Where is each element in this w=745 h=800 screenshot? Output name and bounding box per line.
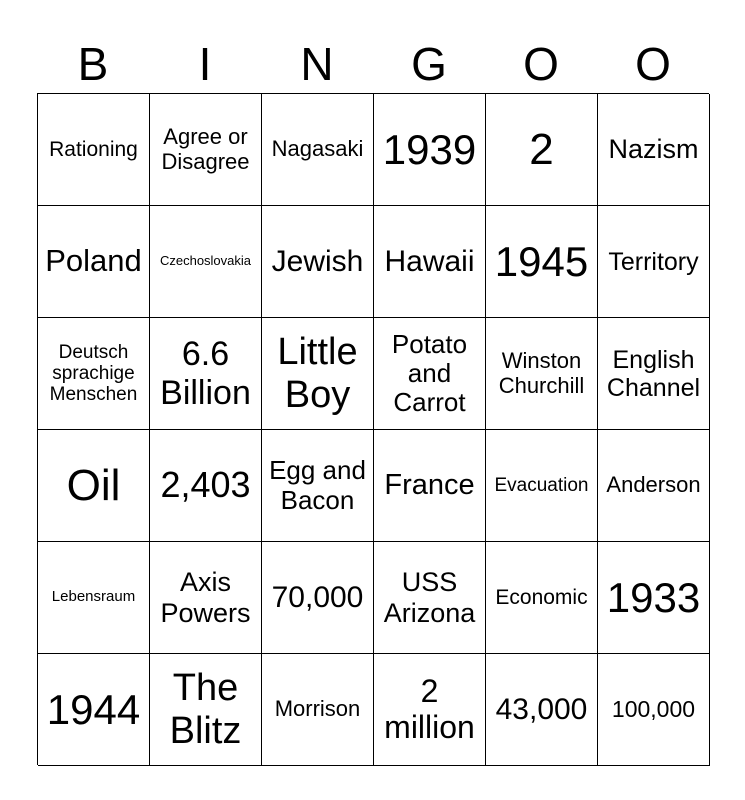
bingo-cell-text: 43,000	[495, 692, 588, 726]
bingo-cell-text: Morrison	[274, 696, 361, 722]
bingo-cell-text: Jewish	[271, 244, 364, 278]
bingo-cell-text: 70,000	[271, 580, 364, 614]
bingo-cell-text: Deutsch sprachige Menschen	[49, 341, 138, 406]
header-letter-o-2: O	[635, 38, 671, 90]
bingo-cell[interactable]	[486, 318, 598, 430]
bingo-cell[interactable]	[150, 654, 262, 766]
bingo-cell-text: 1939	[382, 125, 477, 173]
bingo-cell[interactable]	[486, 430, 598, 542]
bingo-cell-text: Economic	[495, 585, 588, 609]
header-letter-o: O	[523, 38, 559, 90]
bingo-cell-text: France	[384, 469, 475, 502]
bingo-cell[interactable]	[262, 206, 374, 318]
bingo-cell-text: Axis Powers	[160, 567, 251, 628]
bingo-cell-text: Lebensraum	[51, 588, 136, 606]
bingo-cell[interactable]	[374, 94, 486, 206]
bingo-cell[interactable]	[38, 654, 150, 766]
bingo-cell[interactable]	[486, 542, 598, 654]
bingo-cell[interactable]	[262, 318, 374, 430]
bingo-cell-text: Territory	[608, 247, 699, 276]
bingo-cell[interactable]	[598, 94, 710, 206]
bingo-cell-text: Rationing	[49, 137, 138, 161]
bingo-cell-text: Agree or Disagree	[161, 123, 250, 174]
bingo-cell[interactable]	[150, 206, 262, 318]
bingo-cell[interactable]	[486, 206, 598, 318]
bingo-cell[interactable]	[38, 430, 150, 542]
bingo-cell-text: 100,000	[611, 695, 696, 722]
bingo-cell[interactable]	[150, 430, 262, 542]
bingo-cell-text: 2,403	[160, 464, 251, 506]
bingo-cell-text: Nazism	[608, 134, 699, 165]
bingo-cell[interactable]	[598, 318, 710, 430]
bingo-cell-text: Potato and Carrot	[391, 328, 468, 418]
bingo-cell[interactable]	[262, 94, 374, 206]
bingo-cell[interactable]	[598, 206, 710, 318]
bingo-cell[interactable]	[598, 430, 710, 542]
bingo-cell[interactable]	[374, 430, 486, 542]
bingo-cell-text: Hawaii	[384, 244, 475, 278]
bingo-cell[interactable]	[374, 206, 486, 318]
bingo-cell[interactable]	[374, 318, 486, 430]
bingo-cell[interactable]	[598, 654, 710, 766]
bingo-cell-text: 2 million	[384, 672, 475, 745]
header-letter-b: B	[77, 38, 109, 90]
bingo-cell[interactable]	[150, 318, 262, 430]
bingo-cell-text: 6.6 Billion	[160, 335, 251, 412]
header-letter-n: N	[300, 38, 334, 90]
bingo-cell-text: USS Arizona	[383, 567, 476, 628]
bingo-cell[interactable]	[262, 430, 374, 542]
bingo-cell[interactable]	[374, 654, 486, 766]
header-letter-g: G	[411, 38, 447, 90]
bingo-cell-text: 1945	[494, 237, 589, 285]
bingo-cell[interactable]	[262, 542, 374, 654]
bingo-cell[interactable]	[374, 542, 486, 654]
bingo-cell-text: Anderson	[606, 472, 701, 498]
bingo-cell[interactable]	[486, 654, 598, 766]
bingo-cell[interactable]	[38, 318, 150, 430]
bingo-cell-text: The Blitz	[169, 666, 242, 752]
bingo-cell[interactable]	[38, 94, 150, 206]
bingo-cell-text: Oil	[66, 460, 121, 510]
bingo-cell-text: Evacuation	[494, 474, 589, 496]
bingo-cell[interactable]	[38, 542, 150, 654]
bingo-cell[interactable]	[38, 206, 150, 318]
bingo-cell-text: Nagasaki	[271, 136, 364, 162]
bingo-cell-text: 2	[529, 124, 554, 174]
bingo-cell[interactable]	[150, 542, 262, 654]
bingo-cell-text: English Channel	[606, 345, 701, 402]
bingo-board	[37, 93, 709, 765]
bingo-cell[interactable]	[150, 94, 262, 206]
bingo-cell-text: Egg and Bacon	[269, 455, 366, 515]
bingo-cell-text: 1933	[606, 573, 701, 621]
bingo-cell[interactable]	[598, 542, 710, 654]
bingo-header	[37, 34, 709, 94]
bingo-cell[interactable]	[262, 654, 374, 766]
bingo-cell-text: Winston Churchill	[498, 347, 585, 398]
bingo-cell-text: Poland	[45, 243, 142, 279]
bingo-cell[interactable]	[486, 94, 598, 206]
bingo-cell-text: 1944	[46, 685, 141, 733]
header-letter-i: I	[198, 38, 212, 90]
bingo-cell-text: Little Boy	[277, 330, 358, 416]
bingo-cell-text: Czechoslovakia	[159, 253, 252, 269]
